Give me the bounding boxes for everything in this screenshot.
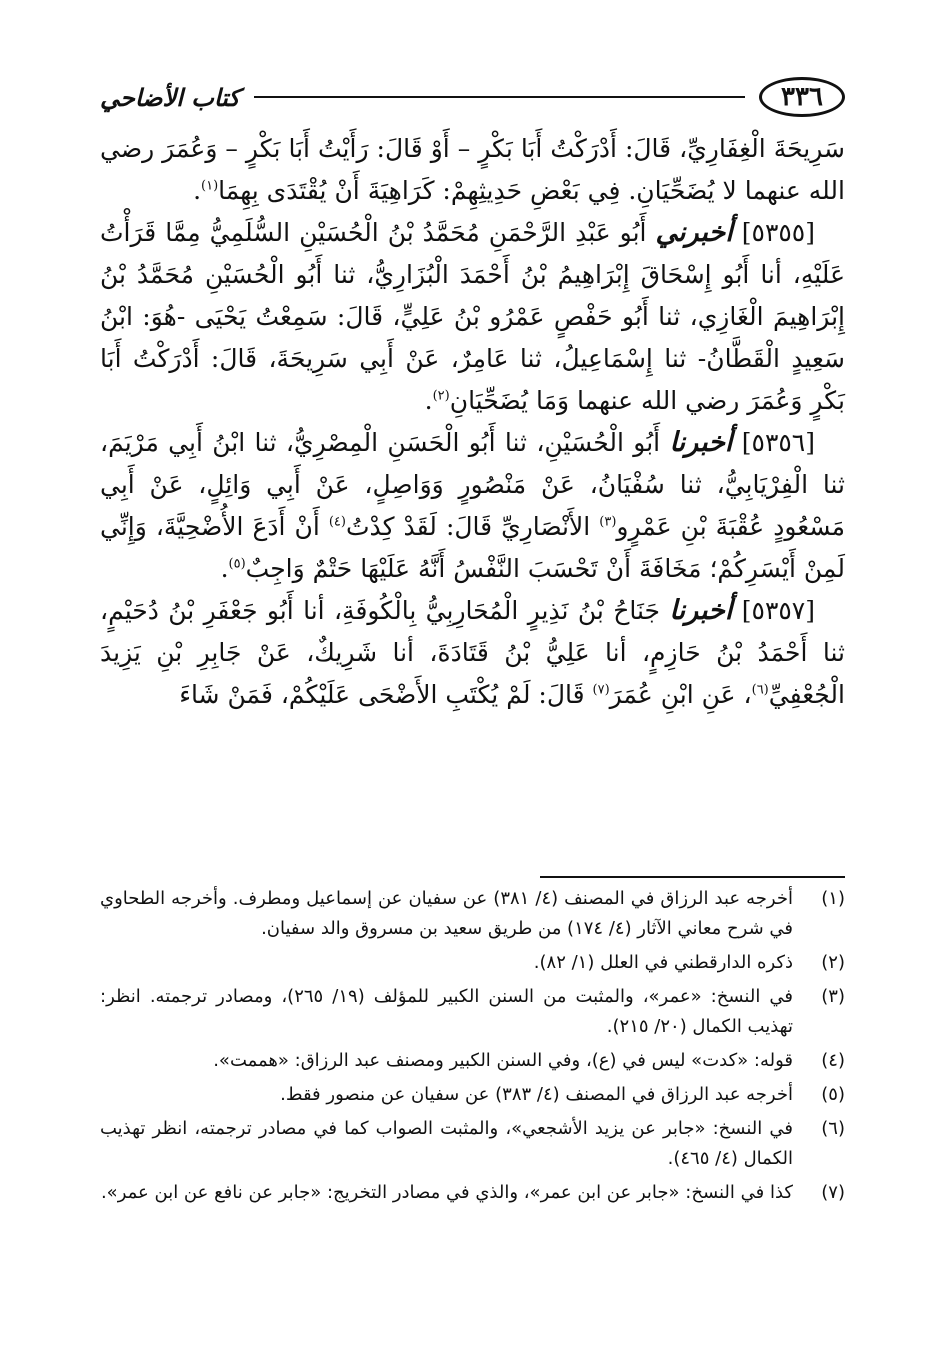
paragraph-text: أَنْ أَدَعَ الأُضْحِيَّةَ، وَإِنِّي لَمِنْ أَيْسَرِكُمْ؛ مَخَافَةَ أَنْ تَحْسَبَ النَّفْسُ أَنَّهُ عَلَيْهَا حَتْمٌ وَاجِبٌ	[100, 512, 845, 583]
footnote-text: ذكره الدارقطني في العلل (١/ ٨٢).	[533, 952, 793, 973]
hadith-number: [٥٣٥٦]	[741, 428, 815, 457]
footnote-text: أخرجه عبد الرزاق في المصنف (٤/ ٣٨٣) عن سفيان عن منصور فقط.	[280, 1084, 793, 1105]
book-title: كتاب الأضاحي	[100, 82, 240, 112]
footnote-ref: (٢)	[432, 388, 450, 404]
footnote-number: (٧)	[821, 1182, 845, 1203]
hadith-keyword: أخبرني	[655, 217, 733, 248]
footnote-number: (٦)	[821, 1118, 845, 1139]
paragraph-text: أَبُو عَبْدِ الرَّحْمَنِ مُحَمَّدُ بْنُ الْحُسَيْنِ السُّلَمِيُّ مِمَّا قَرَأْتُ عَلَيْهِ، أنا أَبُو إِسْحَاقَ إِبْرَاهِيمُ بْنُ أَحْمَدَ الْبُزَارِيُّ، ثنا أَبُو الْحُسَيْنِ مُحَمَّدُ بْنُ إِبْرَاهِيمَ الْغَازِي، ثنا أَبُو حَفْصٍ عَمْرُو بْنُ عَلِيٍّ، قَالَ: سَمِعْتُ يَحْيَى -هُوَ: ابْنُ سَعِيدٍ الْقَطَّانُ- ثنا إِسْمَاعِيلُ، ثنا عَامِرٌ، عَنْ أَبِي سَرِيحَةَ، قَالَ: أَدْرَكْتُ أَبَا بَكْرٍ وَعُمَرَ رضي الله عنهما وَمَا يُضَحِّيَانِ	[100, 218, 845, 415]
footnote-ref: (١)	[201, 178, 219, 194]
footnote-text: في النسخ: «جابر عن يزيد الأشجعي»، والمثبت الصواب كما في مصادر ترجمته، انظر تهذيب الكمال (٤/ ٤٦٥).	[100, 1118, 793, 1169]
page-number: ٣٣٦	[759, 77, 845, 117]
hadith-5357	[100, 590, 845, 716]
footnote-ref: (٥)	[228, 556, 246, 572]
footnote-number: (٣)	[821, 986, 845, 1007]
footnote-ref: (٣)	[599, 514, 617, 530]
hadith-keyword: أخبرنا	[669, 427, 733, 458]
footnote-item	[100, 884, 845, 944]
paragraph-text: الأَنْصَارِيِّ قَالَ: لَقَدْ كِدْتُ	[345, 512, 591, 541]
paragraph-text: أَبُو الْحُسَيْنِ، ثنا أَبُو الْحَسَنِ الْمِصْرِيُّ، ثنا ابْنُ أَبِي مَرْيَمَ، ثنا الْفِرْيَابِيُّ، ثنا سُفْيَانُ، عَنْ مَنْصُورٍ وَوَاصِلٍ، عَنْ أَبِي وَائِلٍ، عَنْ أَبِي مَسْعُودٍ عُقْبَةَ بْنِ عَمْرٍو	[100, 428, 846, 541]
page-header	[100, 72, 845, 122]
footnote-text: أخرجه عبد الرزاق في المصنف (٤/ ٣٨١) عن سفيان عن إسماعيل ومطرف. وأخرجه الطحاوي في شرح معاني الآثار (٤/ ١٧٤) من طريق سعيد بن مسروق والد سفيان.	[100, 888, 793, 939]
hadith-5356: [٥٣٥٦] أخبرنا أَبُو الْحُسَيْنِ، ثنا أَبُو الْحَسَنِ الْمِصْرِيُّ، ثنا ابْنُ أَبِي مَرْيَمَ، ثنا الْفِرْيَابِيُّ، ثنا سُفْيَانُ، عَنْ مَنْصُورٍ وَوَاصِلٍ، عَنْ أَبِي وَائِلٍ، عَنْ أَبِي مَسْعُودٍ عُقْبَةَ بْنِ عَمْرٍو$^{(٣)}$ الأَنْصَارِيِّ قَالَ: لَقَدْ كِدْتُ$^{(٤)}$ أَنْ أَدَعَ الأُضْحِيَّةَ، وَإِنِّي لَمِنْ أَيْسَرِكُمْ؛ مَخَافَةَ أَنْ تَحْسَبَ النَّفْسُ أَنَّهُ عَلَيْهَا حَتْمٌ وَاجِبٌ$^{(٥)}$.	[100, 427, 846, 583]
hadith-number: [٥٣٥٧]	[741, 596, 815, 625]
footnote-number: (٤)	[821, 1050, 845, 1071]
footnote-item	[100, 982, 845, 1042]
footnote-ref: (٧)	[592, 682, 610, 698]
paragraph-text: ، عَنِ ابْنِ عُمَرَ	[609, 680, 752, 709]
footnote-text: في النسخ: «عمر»، والمثبت من السنن الكبير للمؤلف (١٩/ ٢٦٥)، ومصادر ترجمته. انظر: تهذيب الكمال (٢٠/ ٢١٥).	[100, 986, 793, 1037]
header-rule	[254, 96, 745, 98]
footnotes	[100, 884, 845, 1212]
footnote-number: (١)	[821, 888, 845, 909]
paragraph-text: جَنَاحُ بْنُ نَذِيرٍ الْمُحَارِبِيُّ بِالْكُوفَةِ، أنا أَبُو جَعْفَرِ بْنُ دُحَيْمٍ، ثنا أَحْمَدُ بْنُ حَازِمٍ، أنا عَلِيُّ بْنُ قَتَادَةَ، أنا شَرِيكٌ، عَنْ جَابِرِ بْنِ يَزِيدَ الْجُعْفِيِّ	[100, 596, 845, 709]
footnote-item	[100, 1178, 845, 1208]
hadith-number: [٥٣٥٥]	[741, 218, 815, 247]
footnote-ref: (٦)	[751, 682, 769, 698]
paragraph-text: قَالَ: لَمْ يُكْتَبِ الأَضْحَى عَلَيْكُمْ، فَمَنْ شَاءَ	[179, 680, 585, 709]
footnote-item	[100, 1046, 845, 1076]
main-text	[100, 128, 845, 716]
footnote-separator	[540, 876, 845, 878]
hadith-keyword: أخبرنا	[669, 595, 733, 626]
footnote-number: (٢)	[821, 952, 845, 973]
footnote-ref: (٤)	[328, 514, 346, 530]
paragraph-continuation: سَرِيحَةَ الْغِفَارِيِّ، قَالَ: أَدْرَكْتُ أَبَا بَكْرٍ – أَوْ قَالَ: رَأَيْتُ أَبَا بَكْرٍ – وَعُمَرَ رضي الله عنهما لا يُضَحِّيَانِ. فِي بَعْضِ حَدِيثِهِمْ: كَرَاهِيَةَ أَنْ يُقْتَدَى بِهِمَا$^{(١)}$.	[100, 134, 845, 205]
footnote-item	[100, 1080, 845, 1110]
footnote-item	[100, 948, 845, 978]
paragraph-text: سَرِيحَةَ الْغِفَارِيِّ، قَالَ: أَدْرَكْتُ أَبَا بَكْرٍ – أَوْ قَالَ: رَأَيْتُ أَبَا بَكْرٍ – وَعُمَرَ رضي الله عنهما لا يُضَحِّيَانِ. فِي بَعْضِ حَدِيثِهِمْ: كَرَاهِيَةَ أَنْ يُقْتَدَى بِهِمَا	[100, 134, 845, 205]
footnote-number: (٥)	[821, 1084, 845, 1105]
footnote-text: قوله: «كدت» ليس في (ع)، وفي السنن الكبير ومصنف عبد الرزاق: «هممت».	[213, 1050, 793, 1071]
footnote-text: كذا في النسخ: «جابر عن ابن عمر»، والذي في مصادر التخريج: «جابر عن نافع عن ابن عمر».	[100, 1182, 793, 1203]
footnote-item	[100, 1114, 845, 1174]
hadith-5355: [٥٣٥٥] أخبرني أَبُو عَبْدِ الرَّحْمَنِ مُحَمَّدُ بْنُ الْحُسَيْنِ السُّلَمِيُّ مِمَّا قَرَأْتُ عَلَيْهِ، أنا أَبُو إِسْحَاقَ إِبْرَاهِيمُ بْنُ أَحْمَدَ الْبُزَارِيُّ، ثنا أَبُو الْحُسَيْنِ مُحَمَّدُ بْنُ إِبْرَاهِيمَ الْغَازِي، ثنا أَبُو حَفْصٍ عَمْرُو بْنُ عَلِيٍّ، قَالَ: سَمِعْتُ يَحْيَى -هُوَ: ابْنُ سَعِيدٍ الْقَطَّانُ- ثنا إِسْمَاعِيلُ، ثنا عَامِرٌ، عَنْ أَبِي سَرِيحَةَ، قَالَ: أَدْرَكْتُ أَبَا بَكْرٍ وَعُمَرَ رضي الله عنهما وَمَا يُضَحِّيَانِ$^{(٢)}$.	[100, 217, 845, 415]
